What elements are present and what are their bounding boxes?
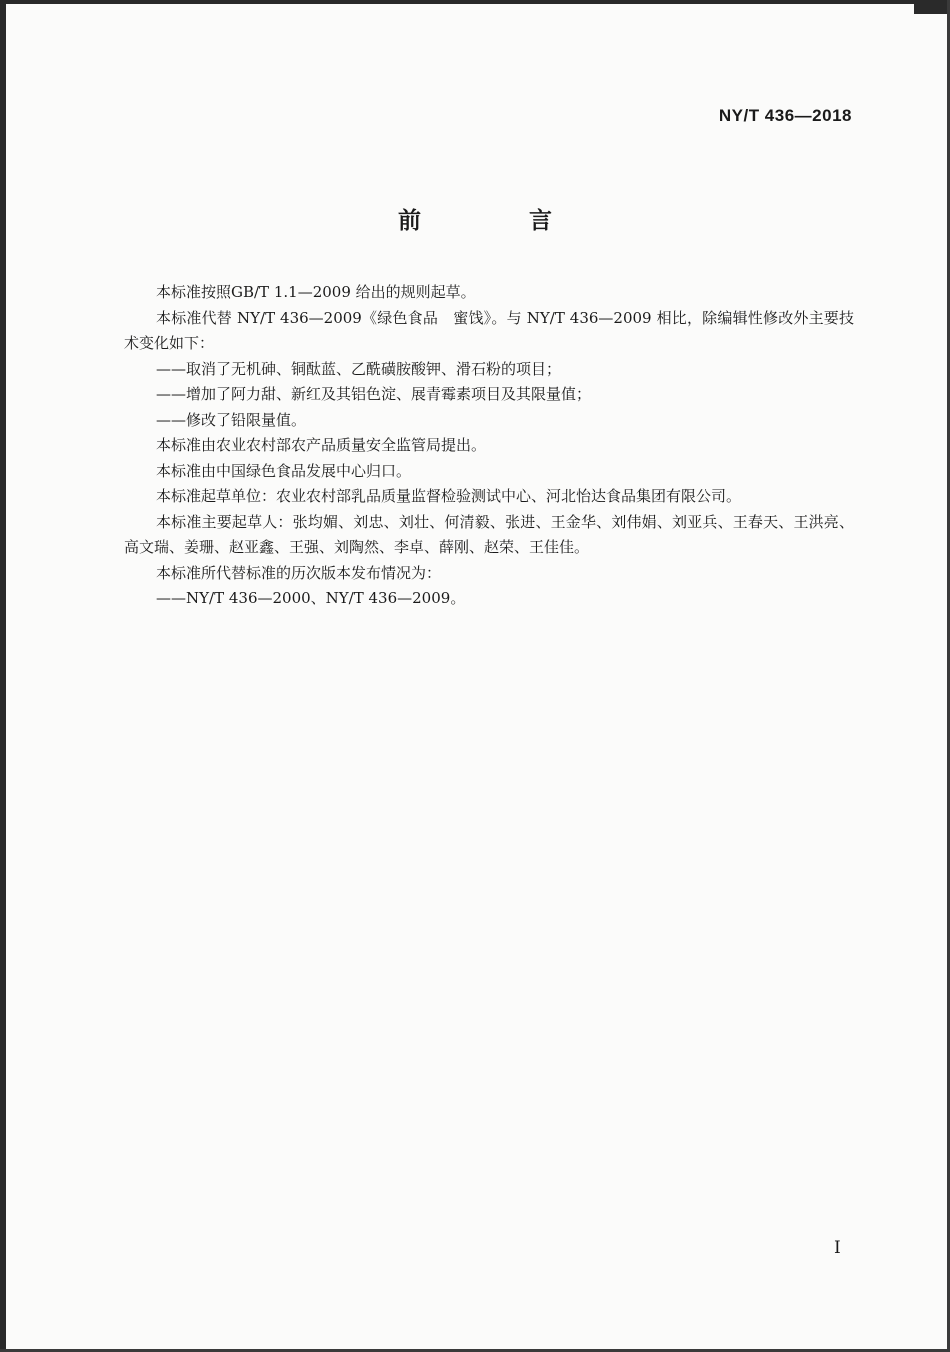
paragraph: 本标准起草单位：农业农村部乳品质量监督检验测试中心、河北怡达食品集团有限公司。 bbox=[156, 487, 742, 505]
paragraph: 本标准由农业农村部农产品质量安全监管局提出。 bbox=[156, 436, 487, 454]
paragraph: ——增加了阿力甜、新红及其铝色淀、展青霉素项目及其限量值； bbox=[156, 385, 592, 403]
paragraph: ——NY/T 436—2000、NY/T 436—2009。 bbox=[156, 589, 466, 607]
page-title: 前 言 bbox=[397, 208, 602, 234]
paragraph: ——取消了无机砷、铜酞蓝、乙酰磺胺酸钾、滑石粉的项目； bbox=[156, 359, 562, 378]
standard-code: NY/T 436—2018 bbox=[718, 106, 852, 125]
scan-edge-top bbox=[0, 0, 950, 4]
foreword-body bbox=[124, 280, 854, 612]
scan-edge-corner bbox=[914, 0, 950, 14]
paragraph: 本标准代替 NY/T 436—2009《绿色食品 蜜饯》。与 NY/T 436—2009 相比，除编辑性修改外主要技术变化如下： bbox=[124, 308, 854, 352]
paragraph: ——修改了铅限量值。 bbox=[156, 410, 307, 429]
paragraph: 本标准按照GB/T 1.1—2009 给出的规则起草。 bbox=[156, 283, 476, 301]
paragraph: 本标准主要起草人：张均媚、刘忠、刘壮、何清毅、张进、王金华、刘伟娟、刘亚兵、王春天、王洪亮、高文瑞、姜珊、赵亚鑫、王强、刘陶然、李卓、薛刚、赵荣、王佳佳。 bbox=[124, 512, 854, 556]
paragraph: 本标准所代替标准的历次版本发布情况为： bbox=[156, 563, 442, 582]
paragraph: 本标准由中国绿色食品发展中心归口。 bbox=[156, 461, 412, 480]
page-number: I bbox=[834, 1238, 841, 1258]
